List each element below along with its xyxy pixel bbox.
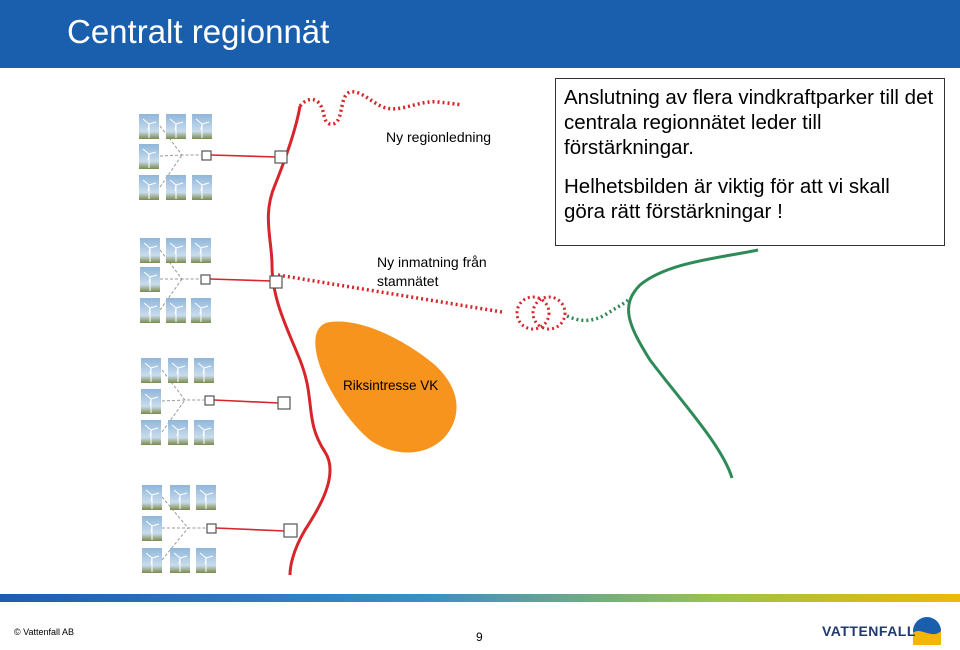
- wind-turbine-icon: [166, 175, 186, 200]
- wind-turbine-icon: [139, 144, 159, 169]
- vattenfall-logo-icon: [913, 617, 941, 645]
- wind-turbine-icon: [140, 298, 160, 323]
- wind-turbine-icon: [141, 389, 161, 414]
- callout-box: [555, 78, 945, 246]
- wind-turbine-icon: [139, 114, 159, 139]
- wind-turbine-icon: [142, 548, 162, 573]
- connection-points: [201, 151, 297, 537]
- new-line-label: Ny regionledning: [386, 129, 492, 145]
- wind-turbine-icon: [196, 548, 216, 573]
- wind-farm-group-1: [139, 114, 212, 200]
- wind-turbine-icon: [141, 420, 161, 445]
- wind-turbine-icon: [170, 485, 190, 510]
- wind-turbine-icon: [168, 358, 188, 383]
- vattenfall-logo-text: VATTENFALL: [822, 623, 916, 639]
- national-grid-line: [629, 250, 758, 478]
- wind-farm-group-2: [140, 238, 211, 323]
- farm-connections: [210, 155, 285, 531]
- wind-turbine-icon: [196, 485, 216, 510]
- wind-turbine-icon: [170, 548, 190, 573]
- callout-paragraph-1: Anslutning av flera vindkraftparker till det centrala regionnätet leder till förstärkningar.: [564, 86, 934, 159]
- green-connection-line: [567, 300, 628, 320]
- transformer-circle-left: [517, 297, 549, 329]
- wind-turbine-icon: [142, 485, 162, 510]
- wind-turbine-icon: [191, 298, 211, 323]
- wind-turbine-icon: [192, 114, 212, 139]
- wind-turbine-icon: [192, 175, 212, 200]
- wind-turbine-icon: [168, 420, 188, 445]
- copyright-text: © Vattenfall AB: [14, 627, 74, 637]
- wind-turbine-icon: [166, 238, 186, 263]
- wind-turbine-icon: [194, 420, 214, 445]
- wind-turbine-icon: [166, 298, 186, 323]
- wind-turbine-icon: [142, 516, 162, 541]
- page-number: 9: [476, 630, 483, 644]
- wind-turbine-icon: [166, 114, 186, 139]
- wind-turbine-icon: [194, 358, 214, 383]
- wind-turbine-icon: [141, 358, 161, 383]
- new-regional-line: [300, 92, 462, 124]
- wind-turbine-icon: [140, 238, 160, 263]
- wind-turbine-icon: [139, 175, 159, 200]
- callout-paragraph-2: Helhetsbilden är viktig för att vi skall göra rätt förstärkningar !: [564, 175, 890, 223]
- wind-farm-group-3: [141, 358, 214, 445]
- wind-farm-group-4: [142, 485, 216, 573]
- page-title: Centralt regionnät: [67, 13, 330, 50]
- wind-turbine-icon: [140, 267, 160, 292]
- footer-band: [0, 594, 960, 602]
- national-interest-label: Riksintresse VK: [343, 378, 439, 393]
- new-feed-label: Ny inmatning från stamnätet: [377, 254, 487, 289]
- wind-turbine-icon: [191, 238, 211, 263]
